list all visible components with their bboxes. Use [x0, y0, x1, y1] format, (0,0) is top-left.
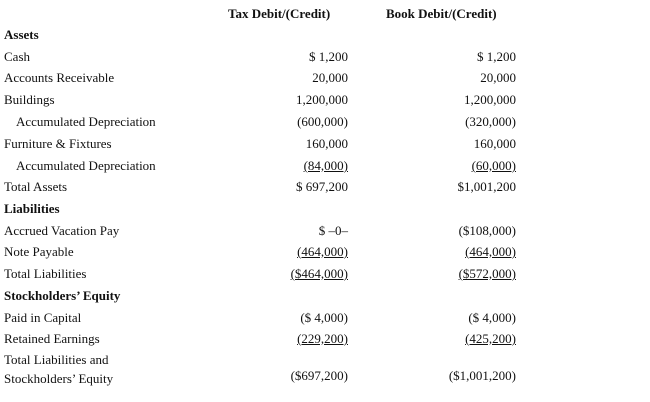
row-label-line2: Stockholders’ Equity [4, 371, 114, 386]
row-note-payable [0, 244, 650, 266]
row-label: Accumulated Depreciation [16, 114, 156, 129]
tax-value: ($464,000) [290, 266, 348, 281]
row-label: Note Payable [4, 244, 74, 259]
row-label: Buildings [4, 92, 55, 107]
row-accumulated-depreciation-buildings [0, 114, 650, 136]
book-value: ($ 4,000) [468, 310, 516, 325]
book-value: (464,000) [465, 244, 516, 259]
book-value: (425,200) [465, 331, 516, 346]
book-value: (60,000) [471, 158, 516, 173]
row-total-liabilities-equity [0, 350, 650, 390]
row-total-assets [0, 179, 650, 201]
row-label-line1: Total Liabilities and [4, 352, 109, 367]
book-value: ($572,000) [458, 266, 516, 281]
tax-value: (600,000) [297, 114, 348, 129]
equity-heading: Stockholders’ Equity [4, 288, 121, 303]
row-label: Accrued Vacation Pay [4, 223, 120, 238]
book-value: $1,001,200 [457, 179, 516, 194]
row-furniture-fixtures [0, 136, 650, 158]
row-label: Cash [4, 49, 30, 64]
tax-value: $ 1,200 [309, 49, 348, 64]
row-label: Accumulated Depreciation [16, 158, 156, 173]
tax-value: (464,000) [297, 244, 348, 259]
row-label: Accounts Receivable [4, 70, 115, 85]
tax-value: 20,000 [312, 70, 348, 85]
row-cash [0, 49, 650, 71]
book-value: $ 1,200 [477, 49, 516, 64]
assets-heading: Assets [4, 27, 39, 42]
row-buildings [0, 92, 650, 114]
tax-value: (84,000) [303, 158, 348, 173]
liabilities-section [0, 201, 650, 223]
book-value: 1,200,000 [464, 92, 516, 107]
row-paid-in-capital [0, 310, 650, 332]
book-value: (320,000) [465, 114, 516, 129]
row-accounts-receivable [0, 70, 650, 92]
row-accrued-vacation-pay [0, 223, 650, 245]
book-value: 160,000 [473, 136, 516, 151]
equity-section [0, 288, 650, 310]
tax-value: ($697,200) [290, 368, 348, 383]
book-column-header: Book Debit/(Credit) [386, 6, 497, 21]
tax-value: 1,200,000 [296, 92, 348, 107]
book-value: ($108,000) [458, 223, 516, 238]
tax-value: ($ 4,000) [300, 310, 348, 325]
liabilities-heading: Liabilities [4, 201, 60, 216]
tax-column-header: Tax Debit/(Credit) [228, 6, 331, 21]
assets-section [0, 27, 650, 49]
tax-value: (229,200) [297, 331, 348, 346]
tax-value: $ 697,200 [296, 179, 348, 194]
row-label: Total Assets [4, 179, 68, 194]
book-value: 20,000 [480, 70, 516, 85]
row-label: Paid in Capital [4, 310, 82, 325]
tax-value: 160,000 [305, 136, 348, 151]
row-accumulated-depreciation-ff [0, 158, 650, 180]
row-label: Furniture & Fixtures [4, 136, 112, 151]
row-label: Retained Earnings [4, 331, 100, 346]
row-label: Total Liabilities [4, 266, 87, 281]
row-total-liabilities [0, 266, 650, 288]
book-value: ($1,001,200) [448, 368, 516, 383]
row-label [4, 350, 113, 388]
tax-value: $ –0– [318, 223, 348, 238]
